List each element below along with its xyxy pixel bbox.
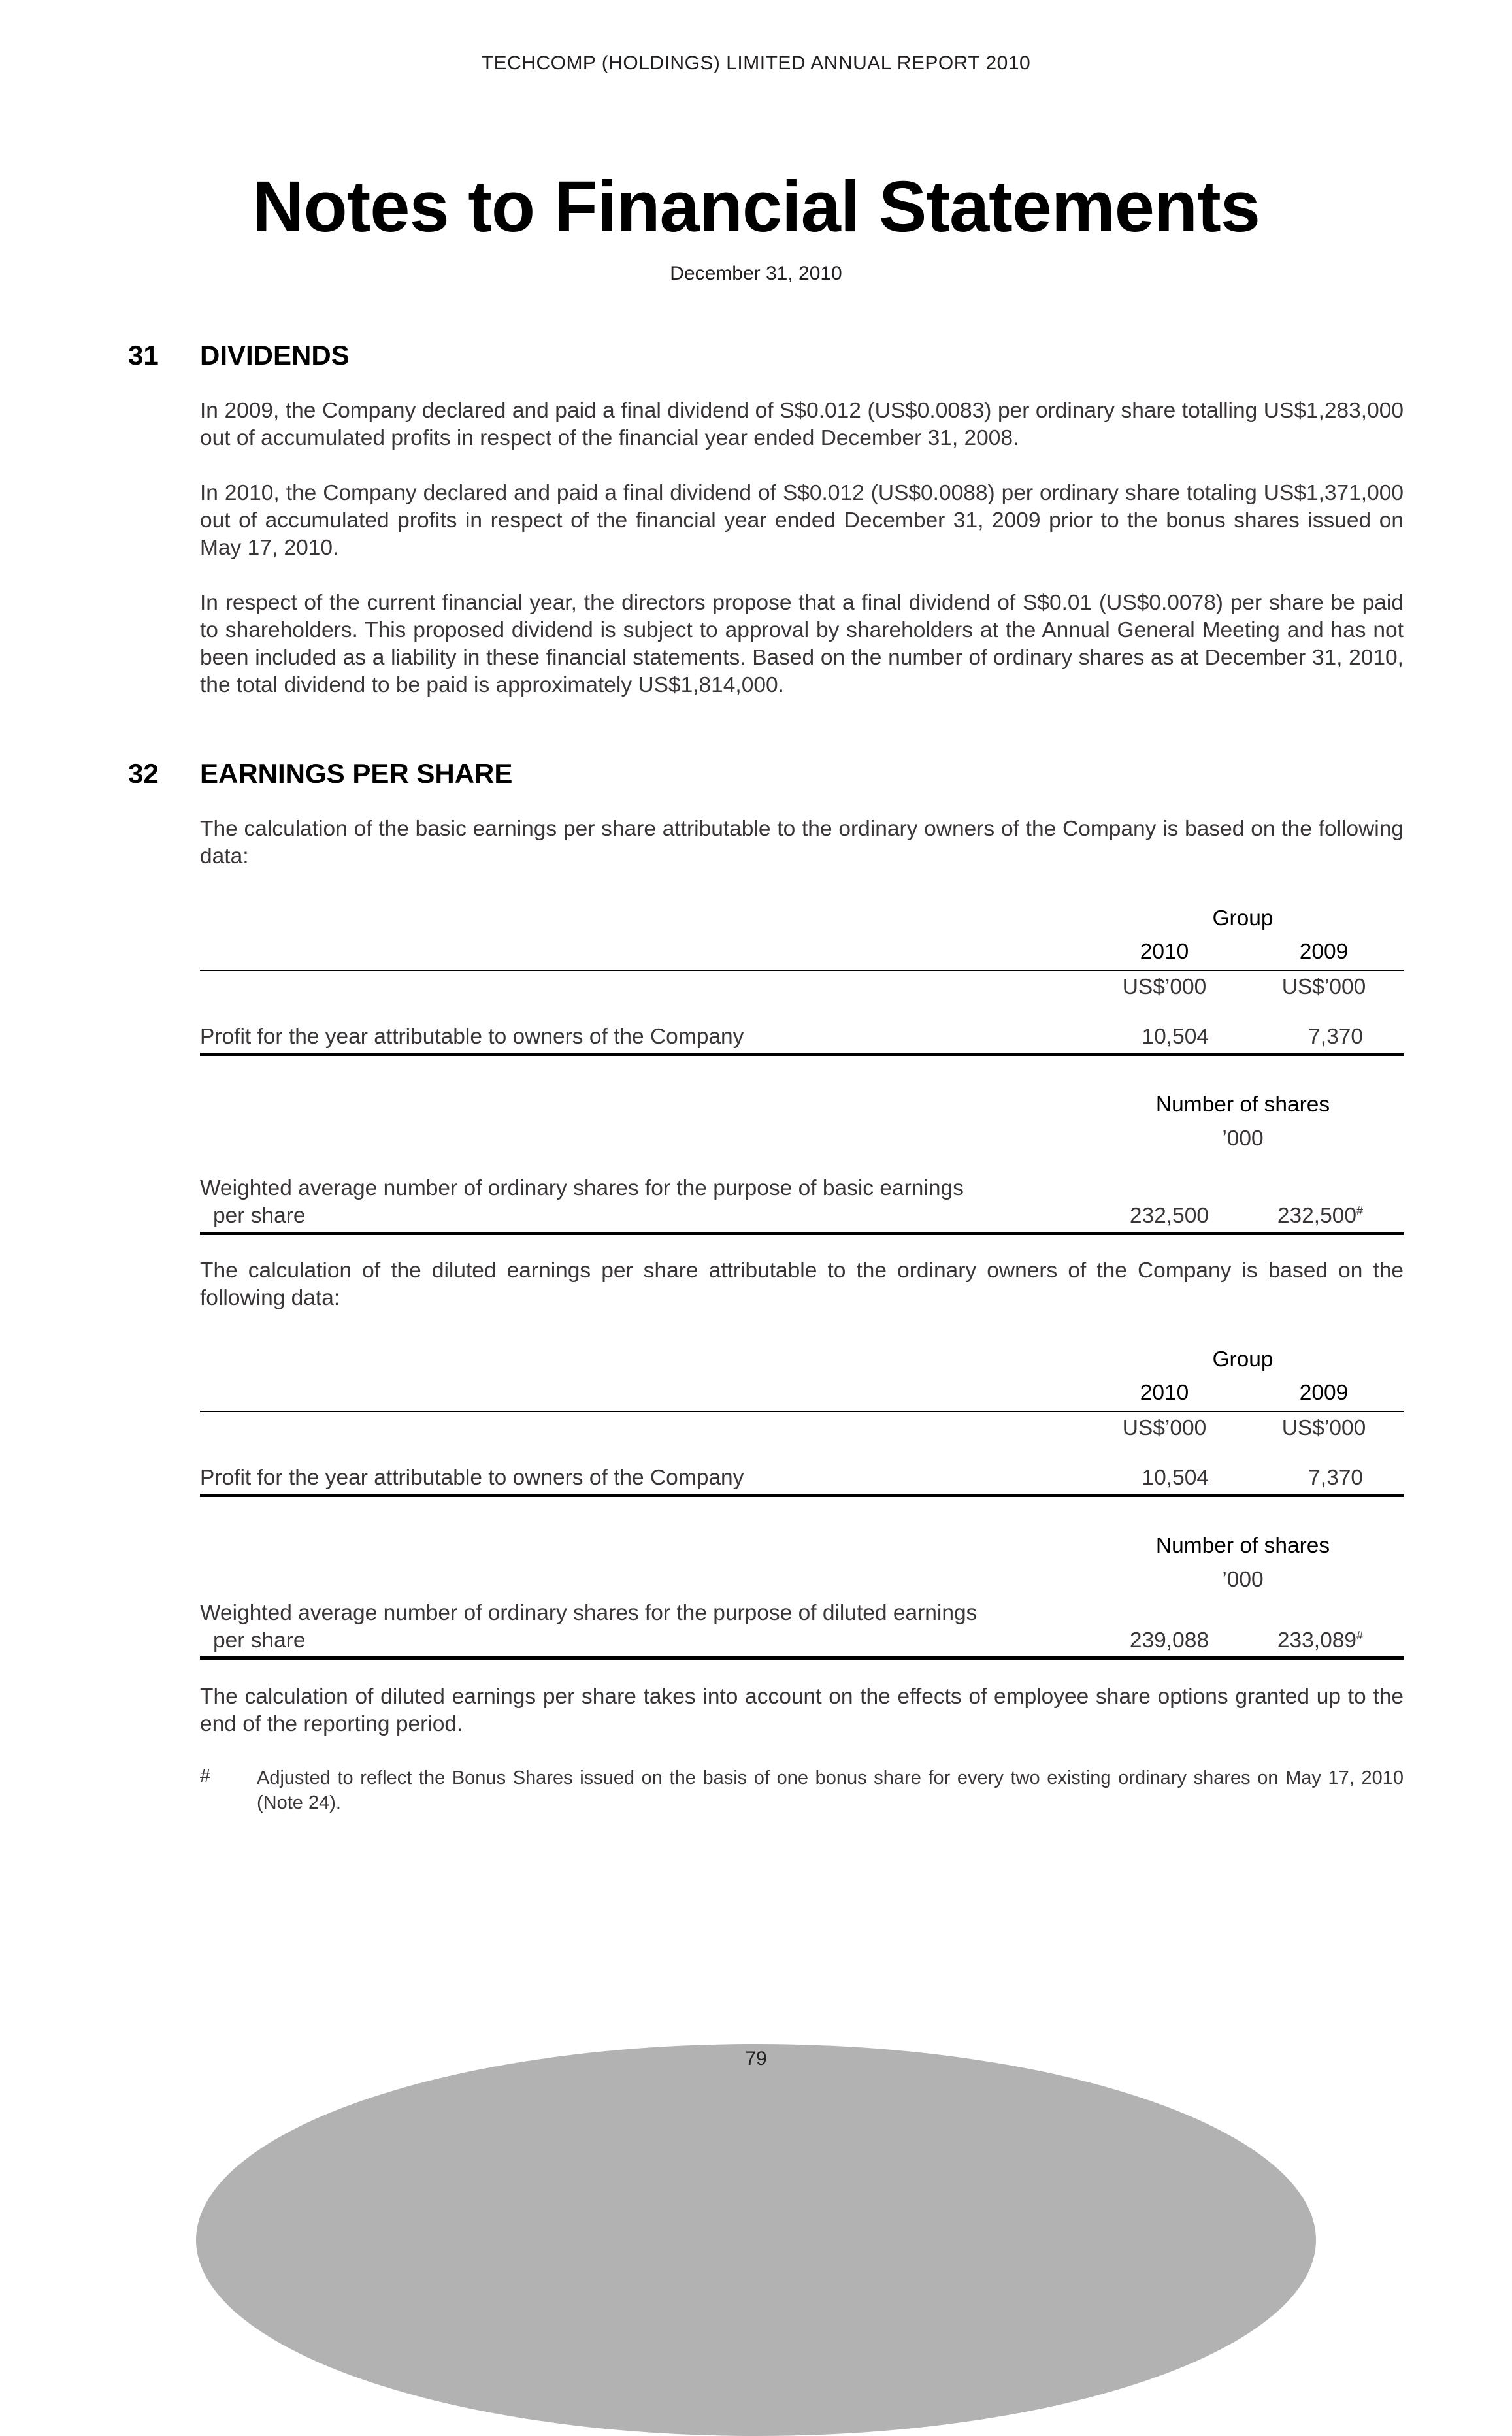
basic-shares-2010: 232,500 — [1129, 1204, 1209, 1228]
diluted-shares-2010: 239,088 — [1129, 1628, 1209, 1653]
basic-shares-2009-value: 232,500 — [1277, 1204, 1356, 1228]
diluted-shares-label-line1: Weighted average number of ordinary shares for the purpose of diluted earnings — [200, 1601, 978, 1625]
section-32-number: 32 — [128, 758, 159, 789]
diluted-profit-2009: 7,370 — [1308, 1466, 1363, 1490]
basic-year-2009: 2009 — [1299, 940, 1349, 964]
diluted-shares-2009-mark: # — [1356, 1628, 1363, 1642]
basic-shares-unit: ’000 — [1222, 1127, 1264, 1151]
diluted-shares-unit: ’000 — [1222, 1568, 1264, 1592]
diluted-eps-intro: The calculation of the diluted earnings per share attributable to the ordinary owners of the Company is based on the following data: — [200, 1259, 1404, 1310]
diluted-profit-rule — [200, 1494, 1404, 1497]
diluted-unit-2009: US$’000 — [1281, 1416, 1366, 1440]
basic-shares-2009-mark: # — [1356, 1204, 1363, 1217]
basic-shares-rule — [200, 1232, 1404, 1235]
section-31-title: DIVIDENDS — [200, 340, 350, 370]
diluted-year-2010: 2010 — [1140, 1381, 1189, 1405]
basic-group-label: Group — [1212, 906, 1274, 930]
footnote-mark: # — [200, 1766, 211, 1786]
report-header: TECHCOMP (HOLDINGS) LIMITED ANNUAL REPORT 2010 — [481, 52, 1031, 74]
dividend-paragraph-proposed: In respect of the current financial year, the directors propose that a final dividend of S$0.01 (US$0.0078) per share be paid to shareholders. This proposed dividend is subject to approval by shareholders at the Annual General Meeting and has not been included as a liability in these financial statements. Based on the number of ordinary shares as at December 31, 2010, the total dividend to be paid is approximately US$1,814,000. — [200, 591, 1404, 697]
diluted-unit-2010: US$’000 — [1122, 1416, 1207, 1440]
basic-eps-intro: The calculation of the basic earnings per share attributable to the ordinary owners of the Company is based on the following data: — [200, 817, 1404, 868]
page-date: December 31, 2010 — [670, 263, 842, 284]
page-number: 79 — [745, 2048, 767, 2069]
diluted-profit-2010: 10,504 — [1142, 1466, 1209, 1490]
diluted-shares-label-line2: per share — [213, 1628, 306, 1653]
diluted-shares-rule — [200, 1656, 1404, 1660]
basic-shares-label-line2: per share — [213, 1204, 306, 1228]
diluted-eps-closing: The calculation of diluted earnings per share takes into account on the effects of employee share options granted up to the end of the reporting period. — [200, 1685, 1404, 1736]
basic-unit-2010: US$’000 — [1122, 975, 1207, 999]
diluted-shares-2009-value: 233,089 — [1277, 1628, 1356, 1653]
basic-profit-rule — [200, 1053, 1404, 1056]
basic-shares-2009 — [1255, 1204, 1363, 1228]
dividend-paragraph-2010: In 2010, the Company declared and paid a final dividend of S$0.012 (US$0.0088) per ordinary share totaling US$1,371,000 out of accumulated profits in respect of the financial year ended December 31, 2009 prior to the bonus shares issued on May 17, 2010. — [200, 481, 1404, 560]
dividend-paragraph-2009: In 2009, the Company declared and paid a final dividend of S$0.012 (US$0.0083) per ordinary share totalling US$1,283,000 out of accumulated profits in respect of the financial year ended December 31, 2008. — [200, 399, 1404, 450]
basic-header-rule — [200, 970, 1404, 971]
diluted-shares-header: Number of shares — [1155, 1534, 1330, 1558]
diluted-profit-label: Profit for the year attributable to owners of the Company — [200, 1466, 744, 1490]
basic-shares-label-line1: Weighted average number of ordinary shares for the purpose of basic earnings — [200, 1176, 964, 1200]
basic-year-2010: 2010 — [1140, 940, 1189, 964]
basic-unit-2009: US$’000 — [1281, 975, 1366, 999]
diluted-header-rule — [200, 1411, 1404, 1412]
basic-profit-label: Profit for the year attributable to owners of the Company — [200, 1025, 744, 1049]
page-title: Notes to Financial Statements — [252, 167, 1260, 247]
diluted-shares-2009 — [1255, 1628, 1363, 1653]
basic-profit-2009: 7,370 — [1308, 1025, 1363, 1049]
basic-shares-header: Number of shares — [1155, 1093, 1330, 1117]
diluted-year-2009: 2009 — [1299, 1381, 1349, 1405]
footnote-text: Adjusted to reflect the Bonus Shares issued on the basis of one bonus share for every two existing ordinary shares on May 17, 2010 (Note 24). — [257, 1768, 1404, 1813]
section-32-title: EARNINGS PER SHARE — [200, 758, 513, 789]
diluted-group-label: Group — [1212, 1347, 1274, 1372]
footer-decorative-arc — [196, 2044, 1316, 2436]
basic-profit-2010: 10,504 — [1142, 1025, 1209, 1049]
section-31-number: 31 — [128, 340, 159, 370]
